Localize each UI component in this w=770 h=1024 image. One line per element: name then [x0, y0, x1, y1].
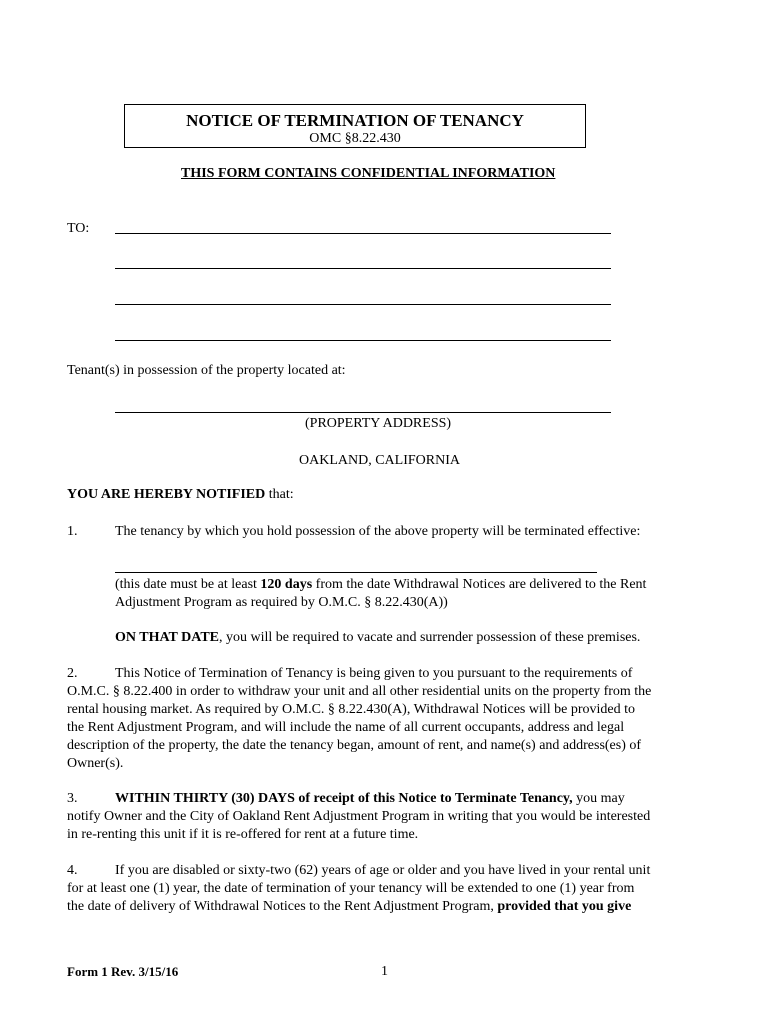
property-address-line[interactable]	[115, 412, 611, 413]
to-line-2[interactable]	[115, 268, 611, 269]
item3-line1: WITHIN THIRTY (30) DAYS of receipt of this Notice to Terminate Tenancy, you may	[115, 791, 625, 806]
item1-note-line1: (this date must be at least 120 days from the date Withdrawal Notices are delivered to the Rent	[115, 577, 647, 592]
item4-line3: the date of delivery of Withdrawal Notices to the Rent Adjustment Program, provided that you give	[67, 899, 632, 914]
property-address-label: (PROPERTY ADDRESS)	[305, 416, 452, 431]
page-number: 1	[381, 964, 388, 979]
tenants-label: Tenant(s) in possession of the property located at:	[67, 363, 346, 378]
footer-form-rev: Form 1 Rev. 3/15/16	[67, 964, 179, 979]
item1-text: The tenancy by which you hold possession of the above property will be terminated effective:	[115, 524, 641, 539]
item3-line2: notify Owner and the City of Oakland Rent Adjustment Program in writing that you would be interested	[67, 809, 651, 824]
city-label: OAKLAND, CALIFORNIA	[299, 453, 460, 468]
confidential-notice: THIS FORM CONTAINS CONFIDENTIAL INFORMATION	[181, 166, 556, 181]
effective-date-line[interactable]	[115, 572, 597, 573]
item2-line2: O.M.C. § 8.22.400 in order to withdraw your unit and all other residential units on the property from the	[67, 684, 652, 699]
item1-note-line2: Adjustment Program as required by O.M.C. § 8.22.430(A))	[115, 595, 448, 610]
item2-line1: This Notice of Termination of Tenancy is being given to you pursuant to the requirements of	[115, 666, 633, 681]
item2-number: 2.	[67, 666, 78, 681]
notified-bold: YOU ARE HEREBY NOTIFIED	[67, 487, 266, 502]
item3-number: 3.	[67, 791, 78, 806]
item2-line5: description of the property, the date the tenancy began, amount of rent, and name(s) and address(es) of	[67, 738, 642, 753]
to-label: TO:	[67, 221, 90, 236]
form-title: NOTICE OF TERMINATION OF TENANCY	[186, 111, 524, 130]
to-line-3[interactable]	[115, 304, 611, 305]
item3-line3: in re-renting this unit if it is re-offered for rent at a future time.	[67, 827, 419, 842]
notified-rest: that:	[265, 487, 294, 502]
item4-line2: for at least one (1) year, the date of termination of your tenancy will be extended to one (1) year from	[67, 881, 635, 896]
item1-number: 1.	[67, 524, 78, 539]
item4-line1: If you are disabled or sixty-two (62) years of age or older and you have lived in your rental unit	[115, 863, 651, 878]
to-line-4[interactable]	[115, 340, 611, 341]
item2-line4: the Rent Adjustment Program, and will include the name of all current occupants, address and legal	[67, 720, 625, 735]
title-box	[124, 104, 586, 148]
to-line-1[interactable]	[115, 233, 611, 234]
item1-date-text: ON THAT DATE, you will be required to vacate and surrender possession of these premises.	[115, 630, 641, 645]
item2-line6: Owner(s).	[67, 756, 124, 771]
notified-text	[67, 486, 294, 504]
item4-number: 4.	[67, 863, 78, 878]
item2-line3: rental housing market. As required by O.M.C. § 8.22.430(A), Withdrawal Notices will be provided to	[67, 702, 636, 717]
form-subtitle: OMC §8.22.430	[309, 131, 401, 146]
